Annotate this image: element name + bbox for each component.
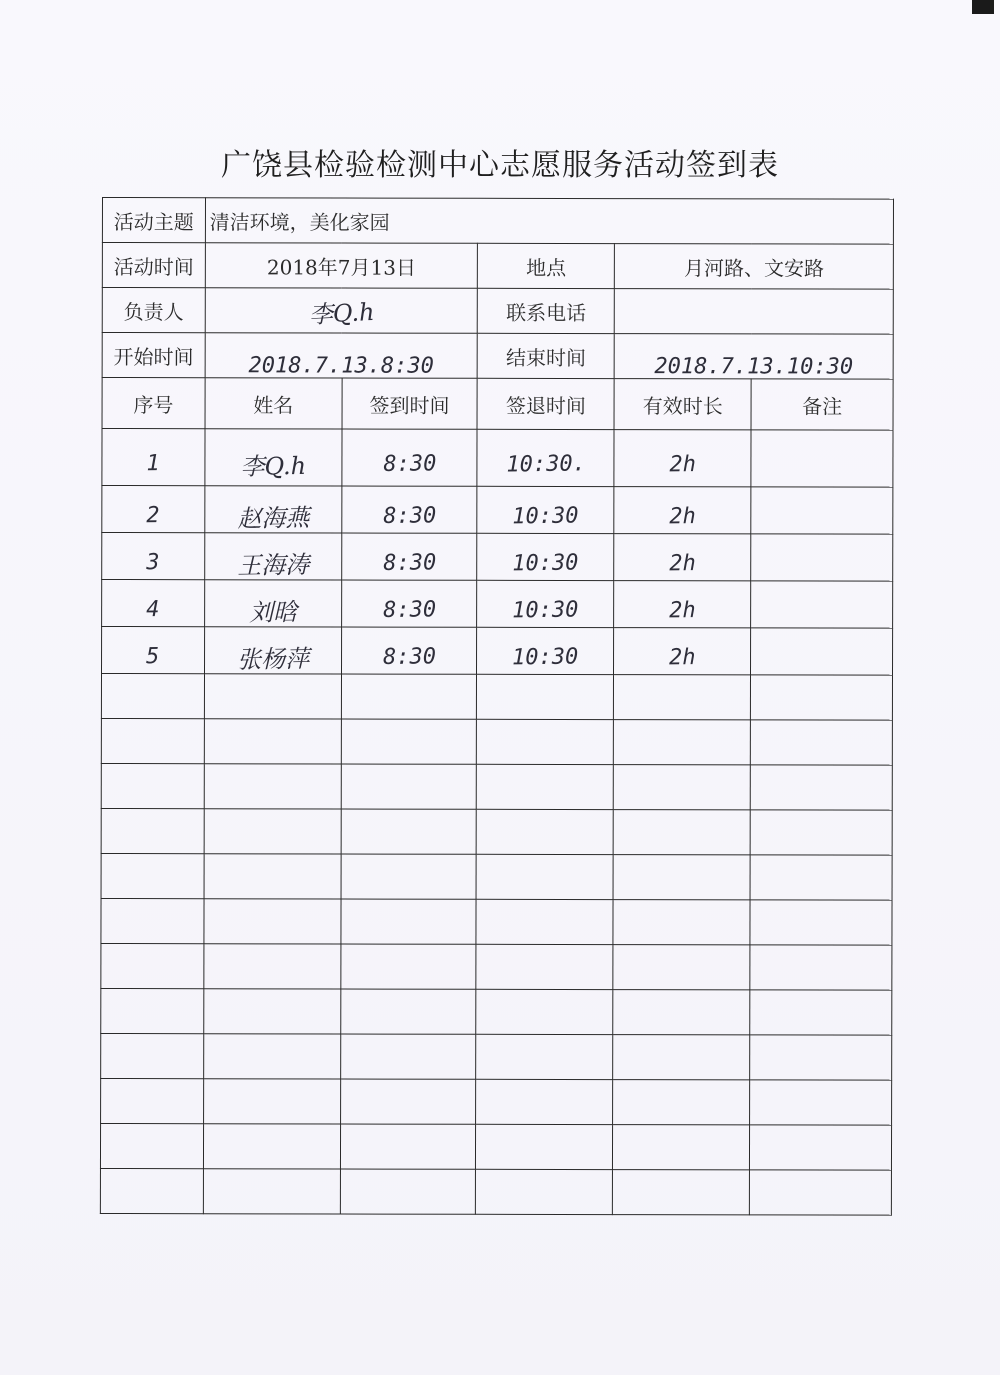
record-duration: 2h: [668, 644, 696, 670]
record-sign-in-cell: [341, 429, 477, 486]
col-header-duration: 有效时长: [614, 379, 751, 430]
place-label: 地点: [478, 243, 615, 288]
empty-cell: [204, 899, 341, 944]
empty-cell: [340, 944, 476, 989]
end-value-cell: [614, 334, 893, 380]
record-name: 刘晗: [248, 597, 298, 627]
empty-table-row: [101, 898, 892, 945]
leader-value-cell: [205, 288, 478, 334]
record-name: 李Q.h: [240, 451, 307, 481]
end-label: 结束时间: [478, 333, 615, 378]
empty-cell: [101, 853, 204, 898]
empty-cell: [204, 719, 341, 764]
empty-cell: [204, 944, 341, 989]
empty-cell: [341, 854, 477, 899]
record-duration-cell: [614, 430, 751, 487]
empty-cell: [101, 718, 204, 763]
record-no: 3: [146, 549, 160, 575]
record-sign-in: 8:30: [382, 450, 437, 477]
empty-cell: [613, 765, 750, 810]
empty-table-row: [100, 1168, 891, 1215]
empty-cell: [750, 900, 892, 945]
empty-cell: [614, 720, 751, 765]
record-no: 4: [146, 596, 160, 622]
empty-cell: [614, 675, 751, 720]
empty-cell: [613, 1035, 750, 1080]
record-duration-cell: [614, 534, 751, 581]
leader-signature: 李Q.h: [308, 297, 375, 329]
empty-cell: [101, 898, 204, 943]
col-header-sign-in: 签到时间: [342, 378, 478, 429]
record-sign-out-cell: [477, 486, 614, 533]
empty-cell: [101, 988, 204, 1033]
empty-cell: [750, 990, 892, 1035]
empty-cell: [750, 720, 892, 765]
empty-cell: [340, 989, 476, 1034]
empty-cell: [203, 1034, 340, 1079]
record-duration: 2h: [668, 597, 696, 623]
record-sign-out: 10:30: [512, 549, 579, 576]
record-no: 1: [146, 450, 161, 476]
record-name: 赵海燕: [236, 503, 310, 533]
start-label: 开始时间: [102, 333, 205, 378]
page-title: 广饶县检验检测中心志愿服务活动签到表: [221, 148, 779, 183]
leader-row: [102, 288, 893, 335]
record-sign-out: 10:30: [512, 502, 579, 529]
record-duration: 2h: [668, 550, 696, 576]
empty-cell: [477, 764, 614, 809]
record-name-cell: [204, 533, 341, 580]
empty-cell: [340, 899, 476, 944]
phone-label: 联系电话: [478, 288, 615, 333]
empty-cell: [204, 854, 341, 899]
column-header-row: [102, 378, 893, 431]
empty-cell: [340, 1034, 476, 1079]
time-label: 活动时间: [102, 243, 205, 288]
record-name-cell: [204, 580, 341, 627]
record-sign-in-cell: [341, 627, 477, 674]
scan-corner-mark: [972, 0, 994, 14]
empty-cell: [750, 765, 892, 810]
empty-cell: [613, 810, 750, 855]
table-row: [102, 486, 893, 535]
phone-value: [614, 289, 893, 335]
record-note-cell: [751, 430, 893, 487]
record-sign-out-cell: [477, 627, 614, 674]
record-sign-in-cell: [341, 533, 477, 580]
leader-label: 负责人: [102, 288, 205, 333]
empty-cell: [341, 809, 477, 854]
empty-cell: [750, 1125, 892, 1170]
empty-cell: [613, 1125, 750, 1170]
record-no-cell: [102, 486, 205, 533]
record-duration-cell: [614, 581, 751, 628]
start-value-cell: [205, 333, 478, 379]
record-sign-out-cell: [477, 533, 614, 580]
record-note-cell: [751, 534, 893, 581]
empty-cell: [101, 1033, 204, 1078]
record-name-cell: [205, 429, 342, 486]
empty-cell: [613, 855, 750, 900]
empty-cell: [340, 1169, 476, 1214]
empty-table-row: [100, 1123, 891, 1170]
time-value: 2018年7月13日: [205, 243, 478, 289]
table-row: [102, 429, 893, 488]
record-duration-cell: [614, 628, 751, 675]
record-no: 5: [146, 643, 160, 669]
empty-cell: [476, 944, 613, 989]
empty-cell: [101, 1078, 204, 1123]
empty-cell: [476, 899, 613, 944]
time-row: [102, 243, 893, 290]
record-note-cell: [751, 581, 893, 628]
record-duration: 2h: [669, 451, 697, 477]
record-no-cell: [102, 533, 205, 580]
empty-cell: [613, 1080, 750, 1125]
empty-cell: [476, 854, 613, 899]
empty-table-row: [101, 988, 892, 1035]
empty-cell: [203, 989, 340, 1034]
empty-cell: [203, 1124, 340, 1169]
empty-cell: [750, 945, 892, 990]
empty-cell: [340, 1124, 476, 1169]
record-sign-in: 8:30: [382, 549, 436, 576]
theme-row: [102, 198, 893, 245]
table-row: [102, 533, 893, 582]
record-sign-in: 8:30: [382, 643, 436, 670]
empty-cell: [476, 1124, 613, 1169]
record-sign-out-cell: [477, 580, 614, 627]
empty-cell: [476, 989, 613, 1034]
empty-cell: [477, 809, 614, 854]
col-header-name: 姓名: [205, 378, 342, 429]
empty-cell: [340, 1079, 476, 1124]
empty-cell: [203, 1169, 340, 1214]
empty-cell: [204, 764, 341, 809]
empty-cell: [476, 1169, 613, 1214]
sign-in-table: [100, 197, 894, 1216]
empty-table-row: [101, 1078, 892, 1125]
empty-cell: [477, 719, 614, 764]
record-sign-out-cell: [477, 429, 614, 486]
empty-cell: [613, 945, 750, 990]
empty-cell: [750, 1080, 892, 1125]
record-name-cell: [204, 627, 341, 674]
empty-cell: [751, 675, 893, 720]
table-row: [102, 580, 893, 629]
empty-cell: [101, 808, 204, 853]
empty-cell: [203, 1079, 340, 1124]
empty-cell: [477, 674, 614, 719]
record-name: 张杨萍: [236, 644, 309, 674]
empty-cell: [101, 763, 204, 808]
table-row: [102, 627, 893, 676]
record-name-cell: [205, 486, 342, 533]
record-note-cell: [751, 487, 893, 534]
place-value: 月河路、文安路: [615, 244, 894, 290]
empty-cell: [476, 1079, 613, 1124]
record-note-cell: [751, 628, 893, 675]
empty-cell: [750, 1035, 892, 1080]
record-sign-in: 8:30: [382, 502, 437, 529]
empty-cell: [613, 1170, 750, 1215]
record-sign-in: 8:30: [382, 596, 436, 623]
empty-table-row: [101, 808, 892, 855]
record-sign-out: 10:30: [512, 596, 579, 623]
theme-label: 活动主题: [102, 198, 205, 243]
empty-table-row: [101, 943, 892, 990]
record-duration: 2h: [669, 503, 696, 529]
empty-cell: [476, 1034, 613, 1079]
record-no: 2: [146, 502, 161, 528]
empty-cell: [749, 1170, 891, 1215]
record-no-cell: [102, 429, 205, 486]
col-header-note: 备注: [751, 379, 893, 430]
empty-table-row: [101, 853, 892, 900]
empty-cell: [341, 719, 477, 764]
empty-cell: [101, 943, 204, 988]
empty-table-row: [101, 1033, 892, 1080]
empty-cell: [341, 674, 477, 719]
record-duration-cell: [614, 487, 751, 534]
empty-cell: [341, 764, 477, 809]
col-header-no: 序号: [102, 378, 205, 429]
record-no-cell: [102, 627, 205, 674]
record-sign-out: 10:30.: [505, 450, 586, 478]
record-sign-in-cell: [341, 580, 477, 627]
record-sign-in-cell: [341, 486, 477, 533]
record-name: 王海涛: [236, 550, 310, 580]
empty-cell: [613, 900, 750, 945]
empty-cell: [204, 809, 341, 854]
empty-table-row: [101, 674, 892, 721]
empty-table-row: [101, 763, 892, 810]
empty-cell: [750, 855, 892, 900]
record-sign-out: 10:30: [512, 643, 579, 670]
empty-cell: [101, 674, 204, 719]
col-header-sign-out: 签退时间: [477, 378, 614, 429]
empty-cell: [100, 1168, 203, 1213]
theme-value: 清洁环境，美化家园: [205, 198, 893, 244]
record-no-cell: [102, 580, 205, 627]
end-value: 2018.7.13.10:30: [654, 353, 854, 380]
empty-cell: [100, 1123, 203, 1168]
empty-table-row: [101, 718, 892, 765]
start-end-row: [102, 333, 893, 380]
start-value: 2018.7.13.8:30: [248, 352, 434, 379]
empty-cell: [750, 810, 892, 855]
empty-cell: [204, 674, 341, 719]
empty-cell: [613, 990, 750, 1035]
